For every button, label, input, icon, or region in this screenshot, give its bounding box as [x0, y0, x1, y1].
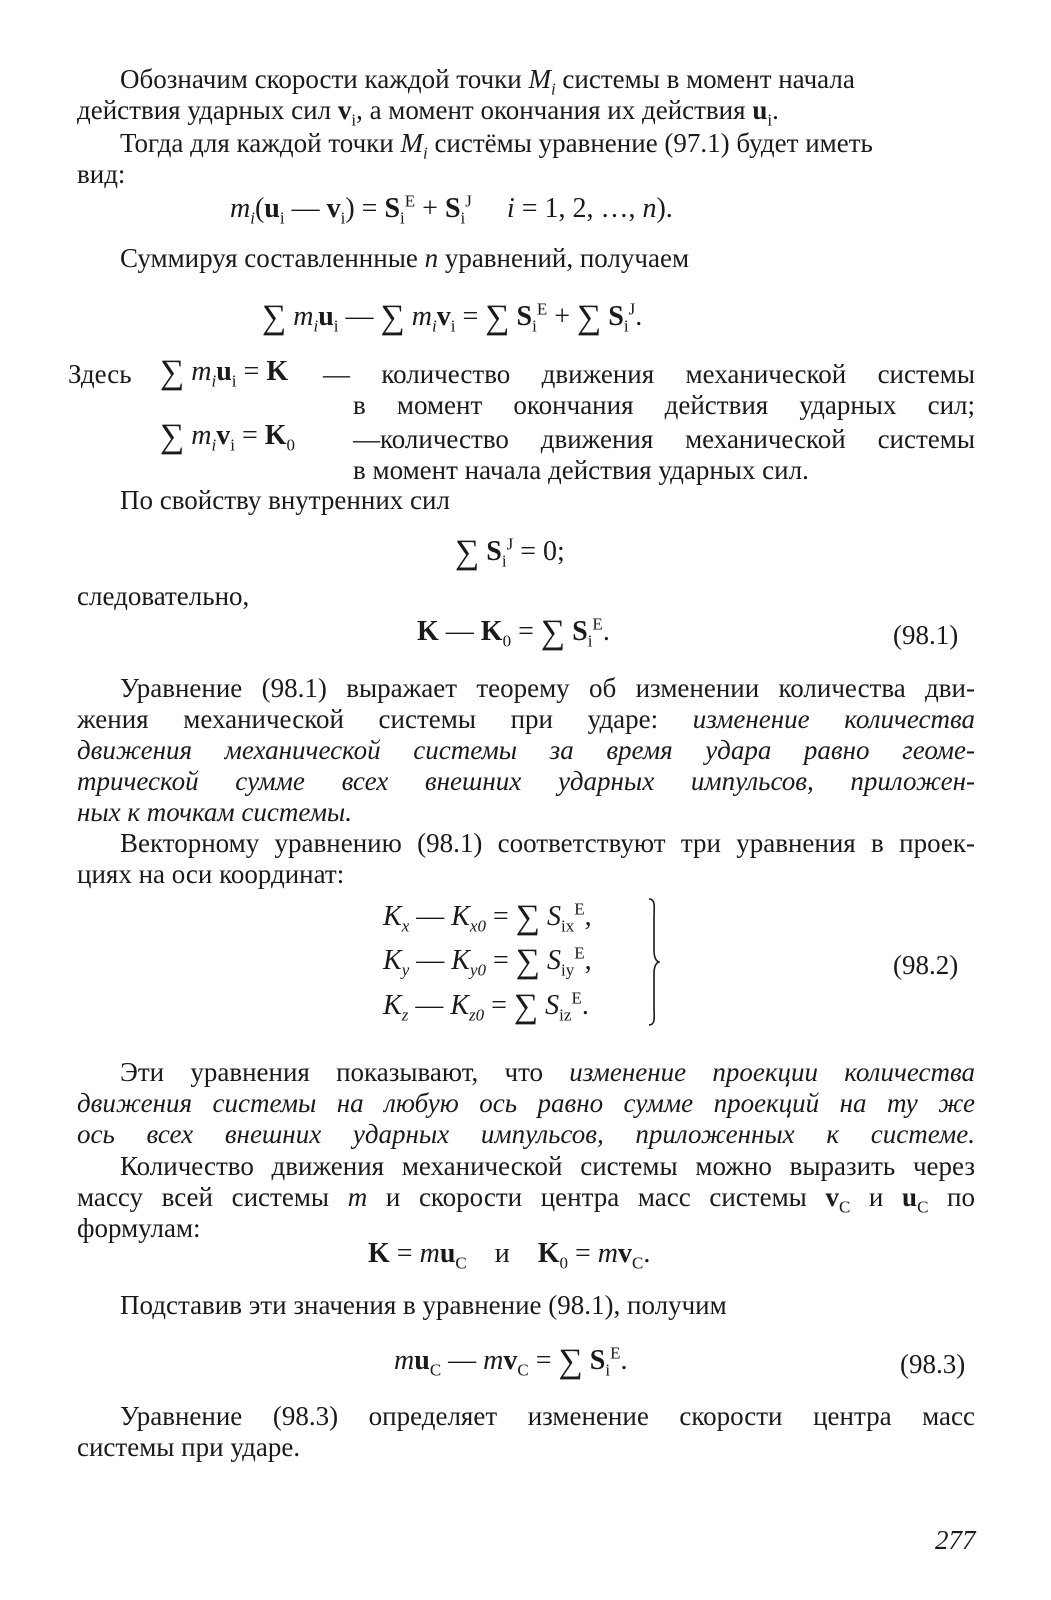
text-line: ных к точкам системы.	[77, 797, 352, 827]
text-line: следовательно,	[77, 581, 250, 611]
equation: $K_x$ — $K_{x0}$ = ∑ $S_{ix}^E$,	[383, 899, 592, 936]
text-line: Количество движения механической системы можно выразить через	[120, 1151, 975, 1181]
text-line: Здесь	[68, 359, 132, 389]
text-line: системы при ударе.	[77, 1432, 301, 1462]
text-line: Уравнение (98.3) определяет изменение скорости центра масс	[120, 1401, 975, 1431]
page-number: 277	[935, 1525, 976, 1555]
text-line: движения механической системы за время удара равно геоме-	[77, 735, 975, 765]
text-line: действия ударных сил $v_i$, а момент окончания их действия $u_i$.	[77, 95, 779, 130]
text-line: жения механической системы при ударе: изменение количества	[77, 704, 975, 734]
equation: ∑ $m_iv_i = K_0$	[160, 418, 296, 455]
text-line: По свойству внутренних сил	[120, 485, 450, 515]
equation: $K = mu_C$ и $K_0 = mv_C$.	[368, 1238, 651, 1273]
equation-number: (98.3)	[900, 1349, 966, 1379]
text-line: в момент начала действия ударных сил.	[353, 455, 809, 485]
text-line: —количество движения механической системы	[353, 424, 975, 454]
equation: $m_i(u_i$ — $v_i) = S_i^E + S_i^J$ i = 1, 2, …, n).	[230, 191, 673, 228]
text-line: Суммируя составленнные n уравнений, получаем	[120, 243, 690, 273]
text-line: Векторному уравнению (98.1) соответствуют три уравнения в проек-	[120, 828, 975, 858]
text-line: Тогда для каждой точки $M_i$ систёмы уравнение (97.1) будет иметь	[120, 128, 873, 163]
equation: ∑ $m_iu_i$ — ∑ $m_iv_i$ = ∑ $S_i^E$ + ∑ $S_i^J$.	[262, 299, 643, 336]
equation: $K_y$ — $K_{y0}$ = ∑ $S_{iy}^E$,	[383, 943, 592, 980]
text-line: Подставив эти значения в уравнение (98.1), получим	[120, 1290, 727, 1320]
equation: ∑ $m_iu_i = K$	[160, 354, 289, 391]
text-line: движения системы на любую ось равно сумме проекций на ту же	[77, 1088, 975, 1118]
text-line: Обозначим скорости каждой точки $M_i$ системы в момент начала	[120, 64, 855, 99]
text-line: циях на оси координат:	[77, 859, 345, 889]
text-line: Эти уравнения показывают, что изменение проекции количества	[120, 1057, 975, 1087]
equation: ∑ $S_i^J = 0$;	[455, 534, 565, 571]
text-line: массу всей системы m и скорости центра масс системы $v_C$ и $u_C$ по	[77, 1182, 976, 1217]
equation: K — $K_0$ = ∑ $S_i^E$.	[417, 614, 610, 651]
equation: $K_z$ — $K_{z0}$ = ∑ $S_{iz}^E$.	[383, 988, 589, 1025]
equation-number: (98.1)	[893, 620, 959, 650]
text-line: Уравнение (98.1) выражает теорему об изменении количества дви-	[120, 673, 975, 703]
equation-number: (98.2)	[893, 950, 959, 980]
equation: $mu_C$ — $mv_C$ = ∑ $S_i^E$.	[394, 1343, 628, 1380]
text-line: ось всех внешних ударных импульсов, приложенных к системе.	[77, 1119, 975, 1149]
text-line: формулам:	[77, 1213, 201, 1243]
text-line: трической сумме всех внешних ударных импульсов, приложен-	[77, 766, 975, 796]
text-line: вид:	[77, 159, 126, 189]
text-line: в момент окончания действия ударных сил;	[353, 390, 975, 420]
text-line: — количество движения механической системы	[323, 359, 975, 389]
right-brace	[648, 898, 660, 1026]
